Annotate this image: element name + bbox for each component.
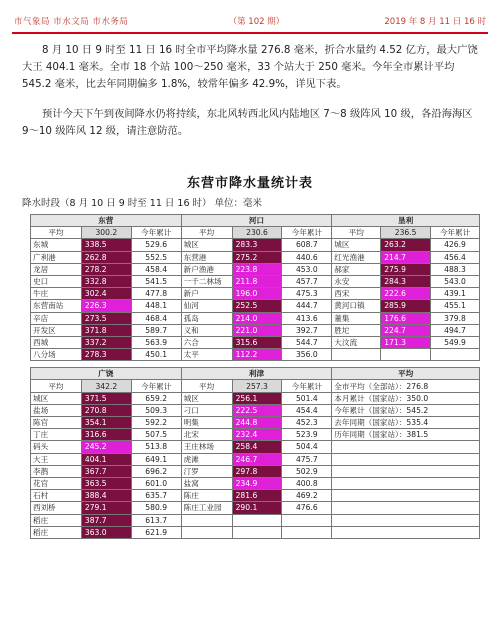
station-rainfall: 196.0 [232,288,282,300]
station-name: 胜坨 [332,324,381,336]
station-rainfall: 171.3 [381,336,431,348]
station-rainfall: 275.2 [232,251,282,263]
station-name: 虎滩 [181,453,232,465]
station-name: 太平 [181,349,232,361]
station-name: 永安 [332,275,381,287]
station-cumulative: 502.9 [282,465,332,477]
station-cumulative: 455.1 [431,300,480,312]
station-name: 刁口 [181,404,232,416]
forecast-paragraph: 预计今天下午到夜间降水仍将持续，东北风转西北风内陆地区 7～8 级阵风 10 级，各沿海海区 9～10 级阵风 12 级，请注意防范。 [22,108,473,137]
station-name: 新户渔港 [181,263,232,275]
station-rainfall: 275.9 [381,263,431,275]
station-rainfall: 302.4 [81,288,131,300]
empty-cell [232,526,282,538]
station-name: 西宋 [332,288,381,300]
station-rainfall: 363.5 [81,477,131,489]
station-rainfall: 221.0 [232,324,282,336]
spacer-cell [282,361,332,368]
cumulative-label: 今年累计 [431,227,480,239]
station-cumulative: 440.6 [282,251,332,263]
station-rainfall: 278.2 [81,263,131,275]
spacer-cell [232,361,282,368]
station-cumulative: 456.4 [431,251,480,263]
station-rainfall: 387.7 [81,514,131,526]
empty-cell [282,526,332,538]
station-name: 城区 [332,239,381,251]
cumulative-label: 今年累计 [131,227,181,239]
empty-cell [332,441,480,453]
station-rainfall: 290.1 [232,502,282,514]
region-name: 垦利 [332,215,480,227]
region-avg-value: 230.6 [232,227,282,239]
station-rainfall: 316.6 [81,429,131,441]
station-cumulative: 439.1 [431,288,480,300]
station-rainfall: 371.8 [81,324,131,336]
table-row [31,453,480,465]
issue-date: 2019 年 8 月 11 日 16 时 [384,17,486,27]
station-name: 仙河 [181,300,232,312]
station-name: 大汶流 [332,336,381,348]
station-name: 东城 [31,239,82,251]
station-cumulative: 469.2 [282,490,332,502]
station-name: 城区 [181,239,232,251]
station-name: 红光渔港 [332,251,381,263]
station-cumulative: 379.8 [431,312,480,324]
station-rainfall: 262.8 [81,251,131,263]
station-rainfall: 222.6 [381,288,431,300]
empty-cell [332,349,381,361]
station-rainfall: 256.1 [232,392,282,404]
station-name: 牛庄 [31,288,82,300]
station-cumulative: 453.0 [282,263,332,275]
station-rainfall: 214.0 [232,312,282,324]
station-cumulative: 592.2 [131,417,181,429]
station-cumulative: 608.7 [282,239,332,251]
station-cumulative: 468.4 [131,312,181,324]
station-rainfall: 244.8 [232,417,282,429]
avg-label: 平均 [31,380,82,392]
table-row [31,514,480,526]
spacer-cell [131,361,181,368]
station-cumulative: 696.2 [131,465,181,477]
table-row [31,429,480,441]
station-rainfall: 273.5 [81,312,131,324]
station-rainfall: 363.0 [81,526,131,538]
spacer-cell [431,361,480,368]
station-name: 城区 [181,392,232,404]
table-row [31,288,480,300]
station-name: 陈庄工业园 [181,502,232,514]
station-name: 开发区 [31,324,82,336]
station-name: 丁庄 [31,429,82,441]
table-row [31,392,480,404]
table-row [31,441,480,453]
empty-cell [332,514,480,526]
spacer-cell [31,361,82,368]
table-row [31,263,480,275]
table-row [31,300,480,312]
table-row [31,239,480,251]
region-avg-value: 342.2 [81,380,131,392]
table-row [31,251,480,263]
station-rainfall: 371.5 [81,392,131,404]
station-name: 史口 [31,275,82,287]
station-name: 东营南站 [31,300,82,312]
spacer-cell [381,361,431,368]
station-cumulative: 444.7 [282,300,332,312]
header-divider [12,32,488,34]
station-name: 孤岛 [181,312,232,324]
bulletin-header [14,10,486,32]
station-rainfall: 211.8 [232,275,282,287]
station-cumulative: 475.3 [282,288,332,300]
table-row [31,526,480,538]
station-cumulative: 635.7 [131,490,181,502]
station-rainfall: 226.3 [81,300,131,312]
region-avg-value: 257.3 [232,380,282,392]
station-name: 城区 [31,392,82,404]
station-cumulative: 507.5 [131,429,181,441]
summary-line: 本月累计（国家站）：350.0 [332,392,480,404]
station-rainfall: 404.1 [81,453,131,465]
station-rainfall: 281.6 [232,490,282,502]
region-name: 河口 [181,215,332,227]
station-rainfall: 112.2 [232,349,282,361]
station-name: 码头 [31,441,82,453]
spacer-cell [181,361,232,368]
station-rainfall: 224.7 [381,324,431,336]
summary-line: 全市平均（全部站）：276.8 [332,380,480,392]
station-cumulative: 400.8 [282,477,332,489]
station-rainfall: 285.9 [381,300,431,312]
avg-label: 平均 [181,227,232,239]
table-row [31,312,480,324]
station-cumulative: 613.7 [131,514,181,526]
station-cumulative: 392.7 [282,324,332,336]
station-name: 北宋 [181,429,232,441]
cumulative-label: 今年累计 [131,380,181,392]
station-rainfall: 258.4 [232,441,282,453]
station-cumulative: 543.0 [431,275,480,287]
empty-cell [332,502,480,514]
station-rainfall: 284.3 [381,275,431,287]
station-name: 黄河口镇 [332,300,381,312]
table-row [31,404,480,416]
region-avg-value: 300.2 [81,227,131,239]
empty-cell [181,514,232,526]
station-rainfall: 283.3 [232,239,282,251]
station-name: 明集 [181,417,232,429]
station-rainfall: 234.9 [232,477,282,489]
region-avg-value: 236.5 [381,227,431,239]
region-name: 广饶 [31,368,182,380]
station-cumulative: 541.5 [131,275,181,287]
station-cumulative: 452.3 [282,417,332,429]
station-cumulative: 563.9 [131,336,181,348]
station-cumulative: 475.7 [282,453,332,465]
station-rainfall: 315.6 [232,336,282,348]
station-cumulative: 601.0 [131,477,181,489]
station-name: 六合 [181,336,232,348]
table-row [31,336,480,348]
summary-paragraph: 8 月 10 日 9 时至 11 日 16 时全市平均降水量 276.8 毫米，折合水量约 4.52 亿方，最大广饶大王 404.1 毫米。全市 18 个站 100～250 毫米，33 个站大于 250 毫米。今年全市累计平均 545.2 毫米，比去年同期偏多 1.8%，较常年偏多 42.9%，详见下表。 [22,44,478,90]
station-name: 西城 [31,336,82,348]
station-name: 东营港 [181,251,232,263]
station-name: 大王 [31,453,82,465]
summary-line: 今年累计（国家站）：545.2 [332,404,480,416]
table-row [31,417,480,429]
station-name: 李鹊 [31,465,82,477]
summary-line: 历年同期（国家站）：381.5 [332,429,480,441]
station-name: 西刘桥 [31,502,82,514]
table-row [31,349,480,361]
station-cumulative: 450.1 [131,349,181,361]
table-subtitle: 降水时段（8 月 10 日 9 时至 11 日 16 时） 单位：毫米 [22,198,263,209]
station-rainfall: 270.8 [81,404,131,416]
summary-title: 平均 [332,368,480,380]
station-rainfall: 388.4 [81,490,131,502]
station-rainfall: 214.7 [381,251,431,263]
station-name: 辛店 [31,312,82,324]
station-rainfall: 367.7 [81,465,131,477]
empty-cell [332,465,480,477]
station-cumulative: 509.3 [131,404,181,416]
station-cumulative: 589.7 [131,324,181,336]
station-name: 陈庄 [181,490,232,502]
issuing-agencies: 市气象局 市水文局 市水务局 [14,17,129,27]
empty-cell [232,514,282,526]
station-name: 郝家 [332,263,381,275]
station-rainfall: 252.5 [232,300,282,312]
station-cumulative: 458.4 [131,263,181,275]
station-name: 盐场 [31,404,82,416]
table-row [31,477,480,489]
station-name: 龙居 [31,263,82,275]
station-name: 陈官 [31,417,82,429]
empty-cell [332,526,480,538]
empty-cell [332,490,480,502]
rainfall-grid [30,214,480,539]
station-cumulative: 501.4 [282,392,332,404]
station-name: 八分场 [31,349,82,361]
station-rainfall: 338.5 [81,239,131,251]
station-cumulative: 454.4 [282,404,332,416]
station-rainfall: 337.2 [81,336,131,348]
rainfall-table [30,214,480,539]
station-cumulative: 529.6 [131,239,181,251]
region-name: 利津 [181,368,332,380]
spacer-cell [81,361,131,368]
station-rainfall: 354.1 [81,417,131,429]
station-name: 义和 [181,324,232,336]
station-name: 董集 [332,312,381,324]
empty-cell [181,526,232,538]
region-name: 东营 [31,215,182,227]
station-cumulative: 649.1 [131,453,181,465]
station-name: 汀罗 [181,465,232,477]
station-rainfall: 279.1 [81,502,131,514]
station-cumulative: 580.9 [131,502,181,514]
avg-label: 平均 [332,227,381,239]
station-name: 广利港 [31,251,82,263]
station-cumulative: 448.1 [131,300,181,312]
station-cumulative: 552.5 [131,251,181,263]
station-cumulative: 426.9 [431,239,480,251]
station-cumulative: 494.7 [431,324,480,336]
station-rainfall: 245.2 [81,441,131,453]
table-row [31,502,480,514]
station-cumulative: 477.8 [131,288,181,300]
station-rainfall: 223.8 [232,263,282,275]
station-rainfall: 222.5 [232,404,282,416]
avg-label: 平均 [181,380,232,392]
station-name: 盐窝 [181,477,232,489]
station-name: 新户 [181,288,232,300]
station-cumulative: 504.4 [282,441,332,453]
station-cumulative: 523.9 [282,429,332,441]
station-rainfall: 176.6 [381,312,431,324]
station-cumulative: 549.9 [431,336,480,348]
station-name: 花官 [31,477,82,489]
station-name: 稻庄 [31,526,82,538]
empty-cell [431,349,480,361]
cumulative-label: 今年累计 [282,227,332,239]
avg-label: 平均 [31,227,82,239]
station-rainfall: 332.8 [81,275,131,287]
station-name: 王庄林场 [181,441,232,453]
station-cumulative: 413.6 [282,312,332,324]
station-cumulative: 544.7 [282,336,332,348]
station-cumulative: 513.8 [131,441,181,453]
empty-cell [381,349,431,361]
station-rainfall: 278.3 [81,349,131,361]
empty-cell [282,514,332,526]
station-cumulative: 659.2 [131,392,181,404]
station-cumulative: 356.0 [282,349,332,361]
station-name: 一千二林场 [181,275,232,287]
cumulative-label: 今年累计 [282,380,332,392]
station-rainfall: 297.8 [232,465,282,477]
spacer-cell [332,361,381,368]
station-name: 石村 [31,490,82,502]
summary-line: 去年同期（国家站）：535.4 [332,417,480,429]
station-name: 稻庄 [31,514,82,526]
empty-cell [332,453,480,465]
table-title: 东营市降水量统计表 [186,176,313,191]
station-rainfall: 263.2 [381,239,431,251]
station-cumulative: 457.7 [282,275,332,287]
station-cumulative: 476.6 [282,502,332,514]
table-row [31,465,480,477]
table-row [31,490,480,502]
station-rainfall: 246.7 [232,453,282,465]
table-row [31,324,480,336]
issue-number: （第 102 期） [228,17,285,27]
station-cumulative: 488.3 [431,263,480,275]
empty-cell [332,477,480,489]
station-cumulative: 621.9 [131,526,181,538]
station-rainfall: 232.4 [232,429,282,441]
table-row [31,275,480,287]
